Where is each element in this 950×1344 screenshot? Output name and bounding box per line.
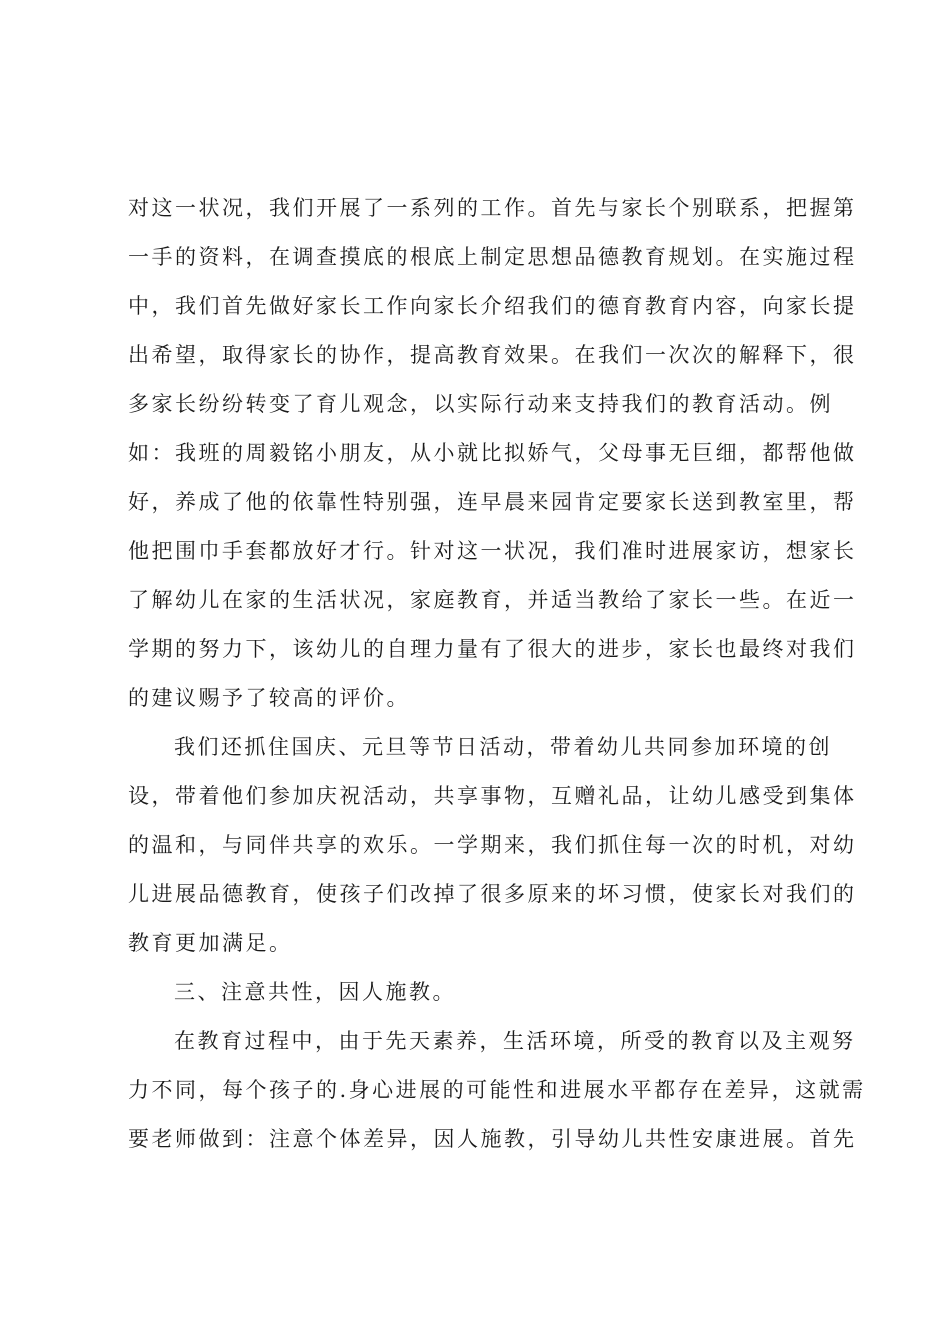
text-line: 在教育过程中，由于先天素养，生活环境，所受的教育以及主观努 bbox=[174, 1029, 856, 1053]
text-line: 学期的努力下，该幼儿的自理力量有了很大的进步，家长也最终对我们 bbox=[128, 637, 857, 661]
text-line: 力不同，每个孩子的.身心进展的可能性和进展水平都存在差异，这就需 bbox=[128, 1078, 866, 1102]
heading-line: 三、注意共性，因人施教。 bbox=[174, 980, 456, 1004]
text-line: 出希望，取得家长的协作，提高教育效果。在我们一次次的解释下，很 bbox=[128, 343, 857, 367]
text-line: 要老师做到：注意个体差异，因人施教，引导幼儿共性安康进展。首先 bbox=[128, 1127, 857, 1151]
text-line: 好，养成了他的依靠性特别强，连早晨来园肯定要家长送到教室里，帮 bbox=[128, 490, 857, 514]
paragraph-1 bbox=[128, 184, 857, 723]
text-line: 多家长纷纷转变了育儿观念，以实际行动来支持我们的教育活动。例 bbox=[128, 392, 833, 416]
text-line: 中，我们首先做好家长工作向家长介绍我们的德育教育内容，向家长提 bbox=[128, 294, 857, 318]
text-line: 设，带着他们参加庆祝活动，共享事物，互赠礼品，让幼儿感受到集体 bbox=[128, 784, 857, 808]
text-line: 儿进展品德教育，使孩子们改掉了很多原来的坏习惯，使家长对我们的 bbox=[128, 882, 857, 906]
text-line: 的温和，与同伴共享的欢乐。一学期来，我们抓住每一次的时机，对幼 bbox=[128, 833, 857, 857]
text-line: 了解幼儿在家的生活状况，家庭教育，并适当教给了家长一些。在近一 bbox=[128, 588, 857, 612]
text-line: 的建议赐予了较高的评价。 bbox=[128, 686, 410, 710]
text-line: 如：我班的周毅铭小朋友，从小就比拟娇气，父母事无巨细，都帮他做 bbox=[128, 441, 857, 465]
document-body bbox=[128, 184, 866, 1164]
text-line: 一手的资料，在调查摸底的根底上制定思想品德教育规划。在实施过程 bbox=[128, 245, 857, 269]
paragraph-2 bbox=[128, 723, 857, 968]
section-heading bbox=[128, 968, 828, 1017]
text-line: 对这一状况，我们开展了一系列的工作。首先与家长个别联系，把握第 bbox=[128, 196, 857, 220]
text-line: 教育更加满足。 bbox=[128, 931, 293, 955]
text-line: 他把围巾手套都放好才行。针对这一状况，我们准时进展家访，想家长 bbox=[128, 539, 857, 563]
paragraph-4 bbox=[128, 1017, 866, 1164]
text-line: 我们还抓住国庆、元旦等节日活动，带着幼儿共同参加环境的创 bbox=[174, 735, 832, 759]
